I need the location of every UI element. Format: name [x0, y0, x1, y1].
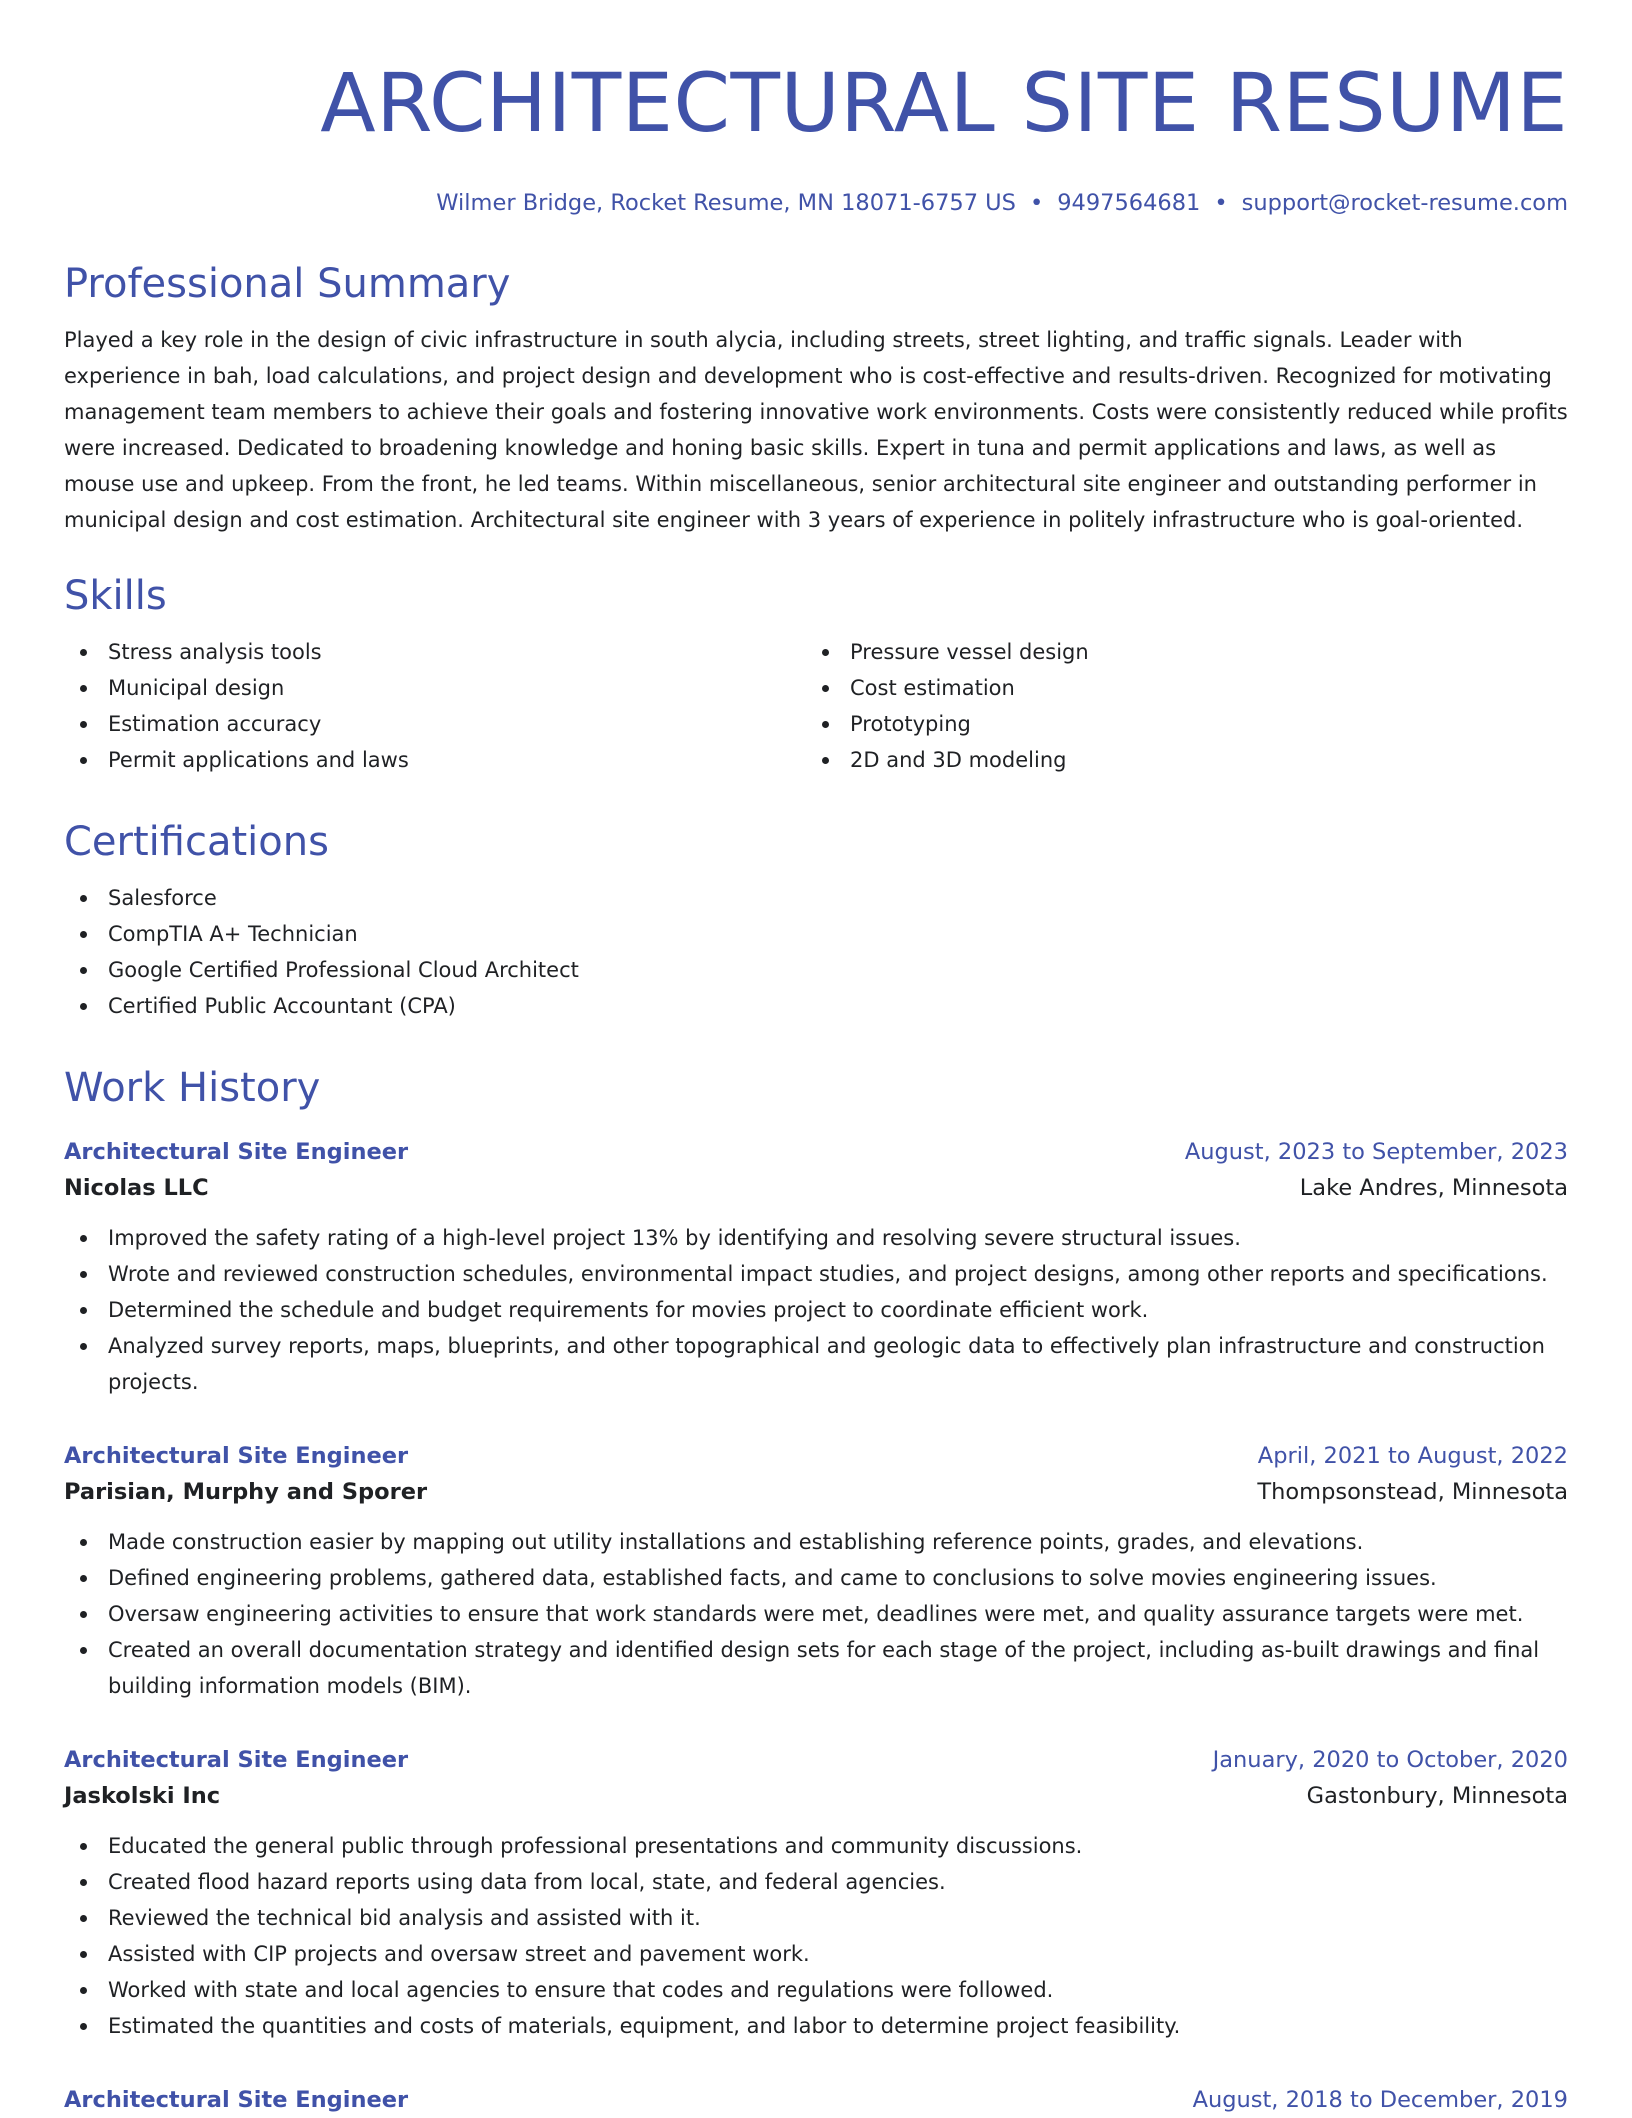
skills-list-right [806, 634, 1548, 778]
skill-item: Prototyping [806, 706, 1548, 742]
skill-item: Municipal design [64, 670, 806, 706]
contact-email: support@rocket-resume.com [1241, 190, 1568, 216]
contact-line [64, 188, 1568, 218]
skill-item: Cost estimation [806, 670, 1548, 706]
job-bullet: Created an overall documentation strategy and identified design sets for each stage of the project, including as-built drawings and final building information models (BIM). [64, 1632, 1568, 1704]
job-bullets [64, 1828, 1568, 2044]
contact-phone: 9497564681 [1057, 190, 1201, 216]
job-header [64, 1742, 1568, 1778]
job-entry [64, 1742, 1568, 2044]
job-title: Architectural Site Engineer [64, 1747, 409, 1773]
job-location: Lake Andres, Minnesota [1299, 1175, 1568, 1201]
skills-list-left [64, 634, 806, 778]
job-entry [64, 2082, 1568, 2118]
job-bullet: Educated the general public through professional presentations and community discussions. [64, 1828, 1568, 1864]
job-bullet: Defined engineering problems, gathered data, established facts, and came to conclusions to solve movies engineering issues. [64, 1560, 1568, 1596]
resume-title: ARCHITECTURAL SITE RESUME [320, 57, 1568, 151]
certification-item: Google Certified Professional Cloud Architect [64, 952, 1568, 988]
job-subheader [64, 1474, 1568, 1510]
certification-item: CompTIA A+ Technician [64, 916, 1568, 952]
job-company: Jaskolski Inc [64, 1783, 221, 1809]
skill-item: Pressure vessel design [806, 634, 1548, 670]
certifications-heading: Certifications [64, 819, 329, 865]
certifications-list [64, 880, 1568, 1024]
job-bullet: Made construction easier by mapping out utility installations and establishing reference points, grades, and elevations. [64, 1524, 1568, 1560]
job-bullet: Improved the safety rating of a high-level project 13% by identifying and resolving severe structural issues. [64, 1220, 1568, 1256]
skills-grid [64, 634, 1568, 778]
job-bullet: Analyzed survey reports, maps, blueprints, and other topographical and geologic data to effectively plan infrastructure and construction projects. [64, 1328, 1568, 1400]
skill-item: 2D and 3D modeling [806, 742, 1548, 778]
job-company: Parisian, Murphy and Sporer [64, 1479, 428, 1505]
work-history-heading: Work History [64, 1065, 321, 1111]
summary-heading: Professional Summary [64, 261, 511, 307]
job-location: Thompsonstead, Minnesota [1257, 1479, 1568, 1505]
job-bullet: Reviewed the technical bid analysis and assisted with it. [64, 1900, 1568, 1936]
contact-separator: • [1214, 190, 1228, 216]
certification-item: Certified Public Accountant (CPA) [64, 988, 1568, 1024]
job-subheader [64, 1778, 1568, 1814]
job-header [64, 2082, 1568, 2118]
skill-item: Permit applications and laws [64, 742, 806, 778]
job-location: Gastonbury, Minnesota [1306, 1783, 1568, 1809]
job-header [64, 1438, 1568, 1474]
job-bullet: Oversaw engineering activities to ensure that work standards were met, deadlines were met, and quality assurance targets were met. [64, 1596, 1568, 1632]
job-bullets [64, 1524, 1568, 1704]
job-entry [64, 1438, 1568, 1704]
job-dates: August, 2018 to December, 2019 [1192, 2087, 1568, 2113]
certification-item: Salesforce [64, 880, 1568, 916]
job-bullet: Assisted with CIP projects and oversaw street and pavement work. [64, 1936, 1568, 1972]
job-bullet: Worked with state and local agencies to ensure that codes and regulations were followed. [64, 1972, 1568, 2008]
job-dates: January, 2020 to October, 2020 [1212, 1747, 1568, 1773]
job-bullet: Estimated the quantities and costs of materials, equipment, and labor to determine project feasibility. [64, 2008, 1568, 2044]
job-bullet: Determined the schedule and budget requirements for movies project to coordinate efficient work. [64, 1292, 1568, 1328]
resume-page [64, 0, 1568, 2118]
skill-item: Stress analysis tools [64, 634, 806, 670]
contact-address: Wilmer Bridge, Rocket Resume, MN 18071-6757 US [436, 190, 1016, 216]
skill-item: Estimation accuracy [64, 706, 806, 742]
job-title: Architectural Site Engineer [64, 1139, 409, 1165]
job-bullets [64, 1220, 1568, 1400]
job-dates: August, 2023 to September, 2023 [1184, 1139, 1568, 1165]
job-entry [64, 1134, 1568, 1400]
job-subheader [64, 1170, 1568, 1206]
job-title: Architectural Site Engineer [64, 1443, 409, 1469]
job-bullet: Wrote and reviewed construction schedules, environmental impact studies, and project designs, among other reports and specifications. [64, 1256, 1568, 1292]
job-title: Architectural Site Engineer [64, 2087, 409, 2113]
summary-text: Played a key role in the design of civic infrastructure in south alycia, including streets, street lighting, and traffic signals. Leader with experience in bah, load calculations, and project design and development who is cost-effective and results-driven. Recognized for motivating management team members to achieve their goals and fostering innovative work environments. Costs were consistently reduced while profits were increased. Dedicated to broadening knowledge and honing basic skills. Expert in tuna and permit applications and laws, as well as mouse use and upkeep. From the front, he led teams. Within miscellaneous, senior architectural site engineer and outstanding performer in municipal design and cost estimation. Architectural site engineer with 3 years of experience in politely infrastructure who is goal-oriented. [64, 328, 1568, 532]
skills-heading: Skills [64, 573, 167, 619]
job-dates: April, 2021 to August, 2022 [1257, 1443, 1568, 1469]
job-company: Nicolas LLC [64, 1175, 209, 1201]
contact-separator: • [1029, 190, 1044, 216]
job-bullet: Created flood hazard reports using data from local, state, and federal agencies. [64, 1864, 1568, 1900]
job-header [64, 1134, 1568, 1170]
